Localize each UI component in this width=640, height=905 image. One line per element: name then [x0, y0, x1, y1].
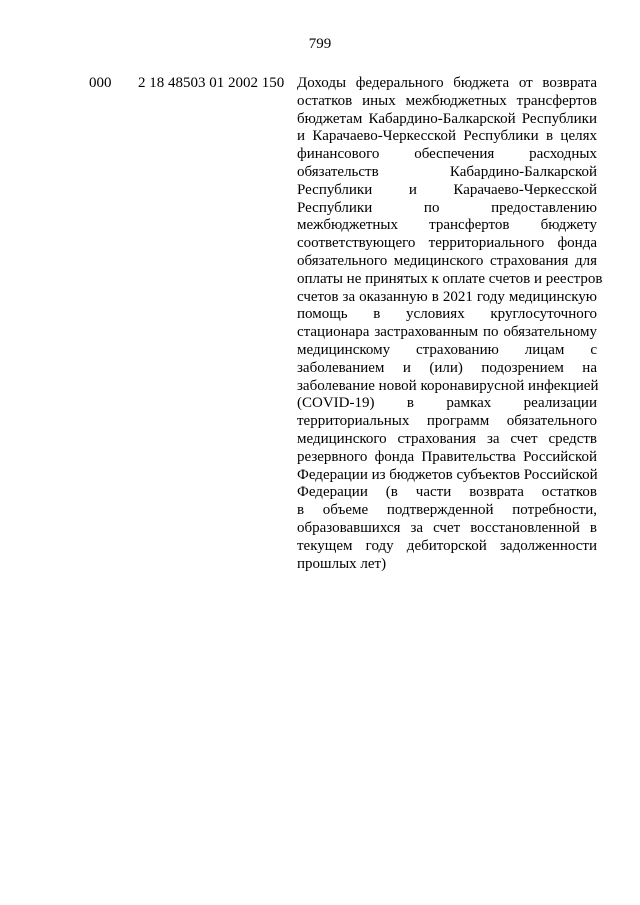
- description-line: образовавшихся за счет восстановленной в: [297, 519, 597, 536]
- description-line: межбюджетных трансфертов бюджету: [297, 217, 597, 234]
- description-line: медицинскому страхованию лицам с: [297, 341, 597, 358]
- page-number: 799: [308, 36, 332, 52]
- description-line: финансового обеспечения расходных: [297, 146, 597, 163]
- description-line: соответствующего территориального фонда: [297, 235, 597, 252]
- description-line: оплаты не принятых к оплате счетов и реестров: [297, 270, 603, 287]
- description-line: резервного фонда Правительства Российской: [297, 448, 597, 465]
- description-line: стационара застрахованным по обязательному: [297, 324, 597, 341]
- description-line: обязательств Кабардино-Балкарской: [297, 163, 597, 180]
- description-line: помощь в условиях круглосуточного: [297, 306, 597, 323]
- description-line: Республики по предоставлению: [297, 199, 597, 216]
- description-line: остатков иных межбюджетных трансфертов: [297, 92, 597, 109]
- description-line: прошлых лет): [297, 555, 387, 572]
- description-line: Республики и Карачаево-Черкесской: [297, 181, 597, 198]
- description-line: Федерации из бюджетов субъектов Российской: [297, 466, 598, 483]
- description-line: Доходы федерального бюджета от возврата: [297, 75, 597, 91]
- description-line: бюджетам Кабардино-Балкарской Республики: [297, 110, 597, 127]
- description-line: счетов за оказанную в 2021 году медицинскую: [297, 288, 597, 305]
- administrator-code: 000: [89, 75, 112, 91]
- description-line: территориальных программ обязательного: [297, 413, 597, 430]
- description-line: в объеме подтвержденной потребности,: [297, 502, 597, 519]
- income-description: [297, 75, 603, 573]
- description-line: заболевание новой коронавирусной инфекцией: [297, 377, 599, 394]
- description-line: медицинского страхования за счет средств: [297, 430, 597, 447]
- description-line: (COVID-19) в рамках реализации: [297, 395, 597, 412]
- budget-classification-code: 2 18 48503 01 2002 150: [138, 75, 285, 91]
- description-line: текущем году дебиторской задолженности: [297, 537, 597, 554]
- description-line: Федерации (в части возврата остатков: [297, 484, 597, 501]
- description-line: заболеванием и (или) подозрением на: [297, 359, 597, 376]
- description-line: и Карачаево-Черкесской Республики в целях: [297, 128, 597, 145]
- description-line: обязательного медицинского страхования для: [297, 252, 597, 269]
